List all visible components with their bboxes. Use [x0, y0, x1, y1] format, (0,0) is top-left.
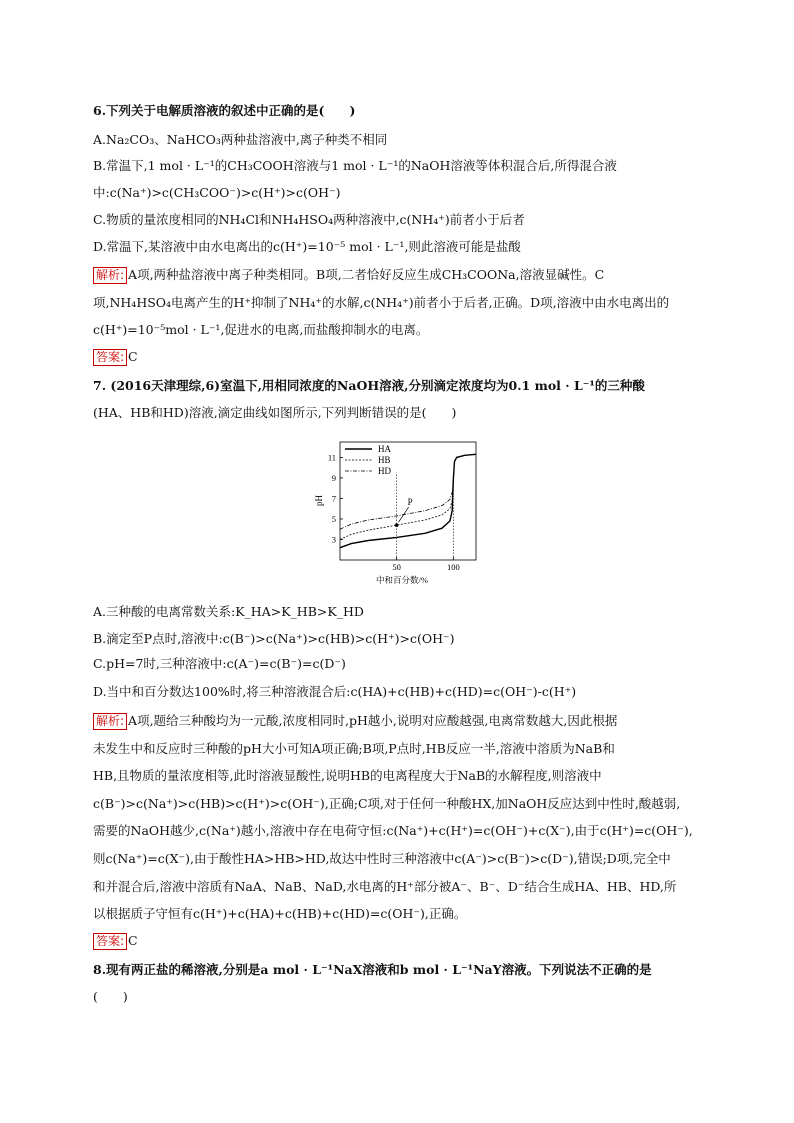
y-axis-label: pH: [314, 495, 324, 506]
q7-explanation-line4: c(B⁻)>c(Na⁺)>c(HB)>c(H⁺)>c(OH⁻),正确;C项,对于任何一种酸HX,加NaOH反应达到中性时,酸越弱,: [93, 796, 681, 811]
q6-explanation-line3: c(H⁺)=10⁻⁵mol · L⁻¹,促进水的电离,而盐酸抑制水的电离。: [93, 322, 429, 337]
q7-answer: [93, 932, 138, 950]
x-tick-label: 50: [392, 562, 401, 572]
legend-label-hb: HB: [378, 455, 391, 465]
q7-explanation-line3: HB,且物质的量浓度相等,此时溶液显酸性,说明HB的电离程度大于NaB的水解程度,则溶液中: [93, 768, 602, 783]
q7-exp-text: A项,题给三种酸均为一元酸,浓度相同时,pH越小,说明对应酸越强,电离常数越大,因此根据: [128, 713, 618, 728]
q7-stem-line2: (HA、HB和HD)溶液,滴定曲线如图所示,下列判断错误的是( ): [93, 405, 457, 420]
y-tick-label: 9: [331, 472, 336, 483]
q6-stem: 6.下列关于电解质溶液的叙述中正确的是( ): [93, 103, 356, 118]
q7-explanation-line5: 需要的NaOH越少,c(Na⁺)越小,溶液中存在电荷守恒:c(Na⁺)+c(H⁺)=c(OH⁻)+c(X⁻),由于c(H⁺)=c(OH⁻),: [93, 823, 693, 838]
q7-answer-value: C: [128, 933, 138, 948]
q6-exp-text: A项,两种盐溶液中离子种类相同。B项,二者恰好反应生成CH₃COONa,溶液显碱性。C: [128, 267, 605, 282]
q7-explanation-line2: 未发生中和反应时三种酸的pH大小可知A项正确;B项,P点时,HB反应一半,溶液中溶质为NaB和: [93, 741, 615, 756]
point-p-arrow: [399, 507, 409, 522]
q6-option-c: C.物质的量浓度相同的NH₄Cl和NH₄HSO₄两种溶液中,c(NH₄⁺)前者小于后者: [93, 212, 525, 227]
y-tick-label: 5: [331, 513, 336, 524]
q7-option-c: C.pH=7时,三种溶液中:c(A⁻)=c(B⁻)=c(D⁻): [93, 656, 346, 671]
q7-option-d: D.当中和百分数达100%时,将三种溶液混合后:c(HA)+c(HB)+c(HD)=c(OH⁻)-c(H⁺): [93, 684, 577, 699]
q7-explanation-line7: 和并混合后,溶液中溶质有NaA、NaB、NaD,水电离的H⁺部分被A⁻、B⁻、D⁻结合生成HA、HB、HD,所: [93, 879, 677, 894]
q6-answer: [93, 348, 138, 366]
y-tick-label: 3: [331, 534, 336, 545]
answer-tag: 答案:: [93, 933, 127, 950]
jiexi-tag: 解析:: [93, 267, 127, 284]
legend-label-ha: HA: [378, 444, 391, 454]
q6-option-b-line2: 中:c(Na⁺)>c(CH₃COO⁻)>c(H⁺)>c(OH⁻): [93, 185, 341, 200]
q8-stem-line2: ( ): [93, 989, 128, 1004]
q6-option-d: D.常温下,某溶液中由水电离出的c(H⁺)=10⁻⁵ mol · L⁻¹,则此溶液可能是盐酸: [93, 239, 521, 254]
q8-stem-line1: 8.现有两正盐的稀溶液,分别是a mol · L⁻¹NaX溶液和b mol · L⁻¹NaY溶液。下列说法不正确的是: [93, 962, 652, 977]
q6-option-a: A.Na₂CO₃、NaHCO₃两种盐溶液中,离子种类不相同: [93, 132, 388, 147]
y-tick-label: 11: [327, 452, 336, 463]
q7-stem-line1: 7. (2016天津理综,6)室温下,用相同浓度的NaOH溶液,分别滴定浓度均为0.1 mol · L⁻¹的三种酸: [93, 378, 645, 393]
q7-explanation-line6: 则c(Na⁺)=c(X⁻),由于酸性HA>HB>HD,故达中性时三种溶液中c(A⁻)>c(B⁻)>c(D⁻),错误;D项,完全中: [93, 851, 671, 866]
q6-explanation-line2: 项,NH₄HSO₄电离产生的H⁺抑制了NH₄⁺的水解,c(NH₄⁺)前者小于后者,正确。D项,溶液中由水电离出的: [93, 295, 670, 310]
point-p-label: P: [407, 497, 413, 508]
x-tick-label: 100: [446, 562, 460, 572]
q6-explanation-line1: [93, 266, 604, 284]
y-tick-label: 7: [331, 493, 336, 504]
q7-explanation-line8: 以根据质子守恒有c(H⁺)+c(HA)+c(HB)+c(HD)=c(OH⁻),正确。: [93, 906, 467, 921]
titration-chart: [312, 436, 482, 586]
legend-label-hd: HD: [378, 466, 391, 476]
q6-answer-value: C: [128, 349, 138, 364]
q6-option-b-line1: B.常温下,1 mol · L⁻¹的CH₃COOH溶液与1 mol · L⁻¹的NaOH溶液等体积混合后,所得混合液: [93, 158, 617, 173]
q7-explanation-line1: [93, 712, 617, 730]
point-p-marker: [395, 523, 399, 527]
q7-option-b: B.滴定至P点时,溶液中:c(B⁻)>c(Na⁺)>c(HB)>c(H⁺)>c(OH⁻): [93, 631, 455, 646]
x-axis-label: 中和百分数/%: [376, 575, 428, 585]
answer-tag: 答案:: [93, 349, 127, 366]
jiexi-tag: 解析:: [93, 713, 127, 730]
q7-option-a: A.三种酸的电离常数关系:K_HA>K_HB>K_HD: [93, 604, 364, 619]
legend: [345, 444, 391, 476]
